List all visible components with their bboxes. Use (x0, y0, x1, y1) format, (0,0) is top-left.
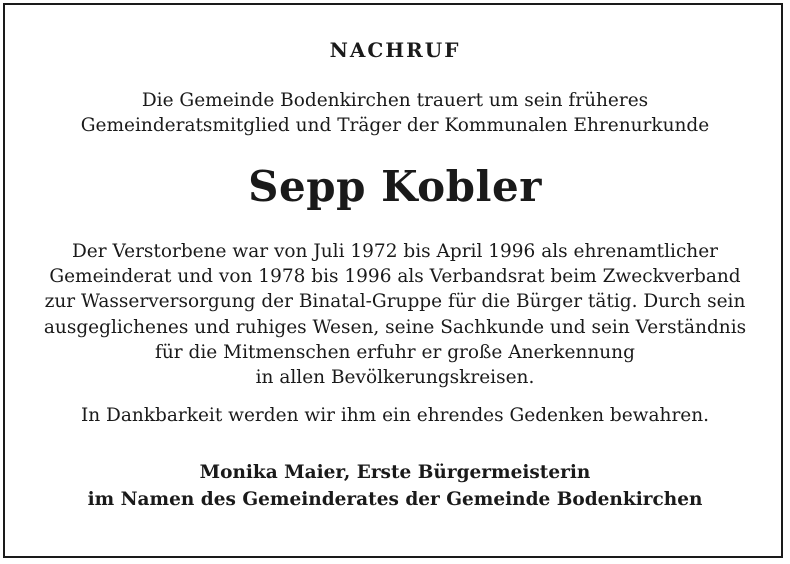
body-line: zur Wasserversorgung der Binatal-Gruppe für die Bürger tätig. Durch sein (44, 291, 746, 313)
intro-line: Gemeinderatsmitglied und Träger der Kommunalen Ehrenurkunde (80, 115, 710, 136)
thanks-text: In Dankbarkeit werden wir ihm ein ehrendes Gedenken bewahren. (80, 405, 710, 426)
notice-title: NACHRUF (329, 38, 461, 62)
body-line: Gemeinderat und von 1978 bis 1996 als Verbandsrat beim Zweckverband (49, 266, 741, 288)
deceased-name: Sepp Kobler (248, 162, 542, 211)
body-text (0, 239, 790, 390)
body-line: in allen Bevölkerungskreisen. (255, 367, 535, 389)
intro-text (0, 88, 790, 138)
intro-line: Die Gemeinde Bodenkirchen trauert um sein früheres (141, 90, 649, 111)
body-line: Der Verstorbene war von Juli 1972 bis April 1996 als ehrenamtlicher (71, 241, 719, 262)
body-line: für die Mitmenschen erfuhr er große Anerkennung (155, 341, 635, 363)
body-line: ausgeglichenes und ruhiges Wesen, seine Sachkunde und sein Verständnis (43, 316, 747, 338)
signature-line: im Namen des Gemeinderates der Gemeinde Bodenkirchen (87, 489, 703, 510)
signature-block (0, 459, 790, 513)
signature-line: Monika Maier, Erste Bürgermeisterin (199, 462, 591, 483)
